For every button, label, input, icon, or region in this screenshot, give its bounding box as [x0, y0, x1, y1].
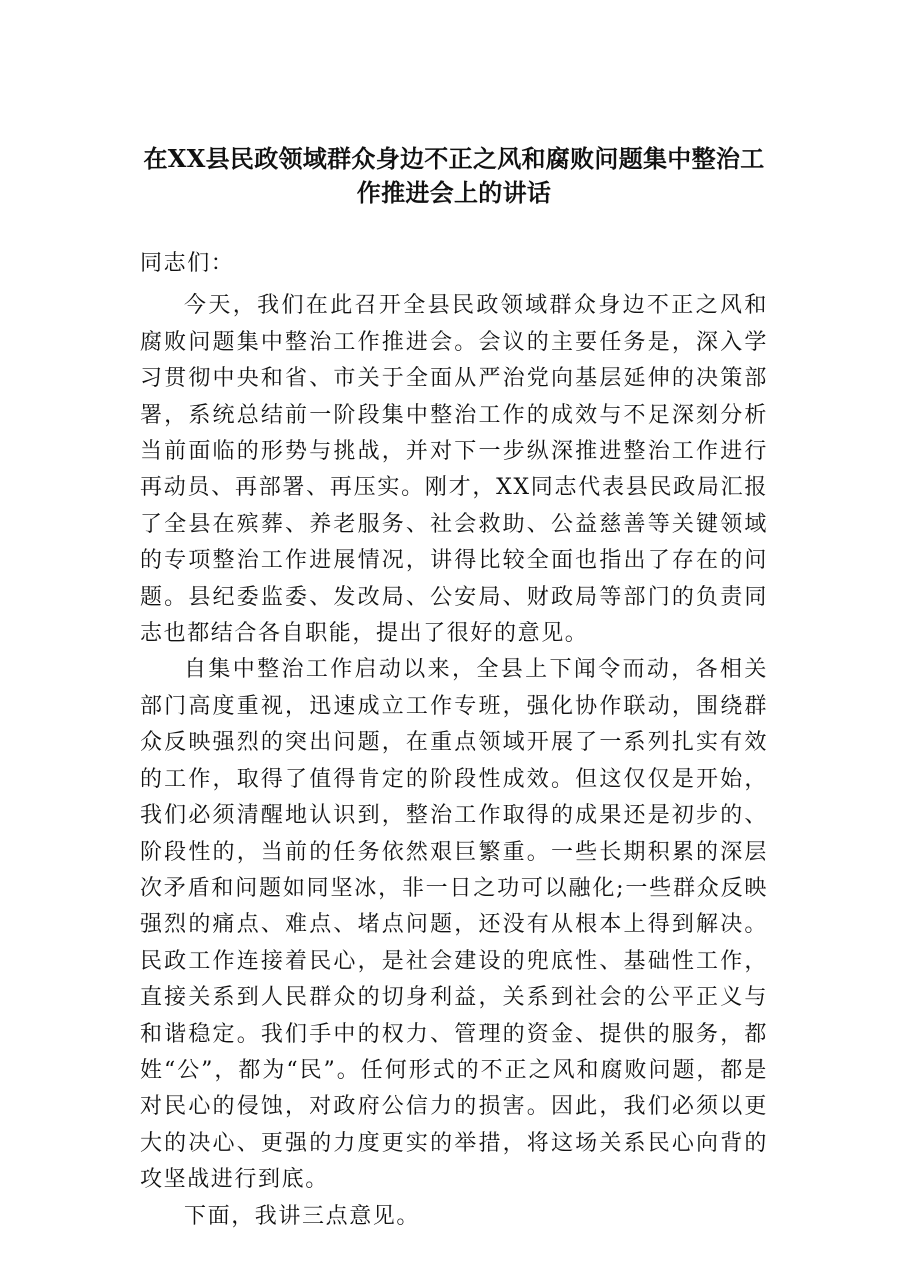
paragraph-progress-assessment: 自集中整治工作启动以来，全县上下闻令而动，各相关部门高度重视，迅速成立工作专班，强化协作联动，围绕群众反映强烈的突出问题，在重点领域开展了一系列扎实有效的工作，取得了值得肯定的阶段性成效。但这仅仅是开始，我们必须清醒地认识到，整治工作取得的成果还是初步的、阶段性的，当前的任务依然艰巨繁重。一些长期积累的深层次矛盾和问题如同坚冰，非一日之功可以融化;一些群众反映强烈的痛点、难点、堵点问题，还没有从根本上得到解决。民政工作连接着民心，是社会建设的兜底性、基础性工作，直接关系到人民群众的切身利益，关系到社会的公平正义与和谐稳定。我们手中的权力、管理的资金、提供的服务，都姓“公”，都为“民”。任何形式的不正之风和腐败问题，都是对民心的侵蚀，对政府公信力的损害。因此，我们必须以更大的决心、更强的力度更实的举措，将这场关系民心向背的攻坚战进行到底。 — [140, 657, 768, 1193]
paragraph-opening: 今天，我们在此召开全县民政领域群众身边不正之风和腐败问题集中整治工作推进会。会议的主要任务是，深入学习贯彻中央和省、市关于全面从严治党向基层延伸的决策部署，系统总结前一阶段集中整治工作的成效与不足深刻分析当前面临的形势与挑战，并对下一步纵深推进整治工作进行再动员、再部署、再压实。刚才，XX同志代表县民政局汇报了全县在殡葬、养老服务、社会救助、公益慈善等关键领域的专项整治工作进展情况，讲得比较全面也指出了存在的问题。县纪委监委、发改局、公安局、财政局等部门的负责同志也都结合各自职能，提出了很好的意见。 — [140, 293, 768, 647]
salutation: 同志们： — [140, 251, 235, 276]
document-title: 在XX县民政领域群众身边不正之风和腐败问题集中整治工作推进会上的讲话 — [143, 144, 765, 207]
paragraph-transition: 下面，我讲三点意见。 — [184, 1203, 421, 1229]
document-body — [140, 246, 768, 1235]
